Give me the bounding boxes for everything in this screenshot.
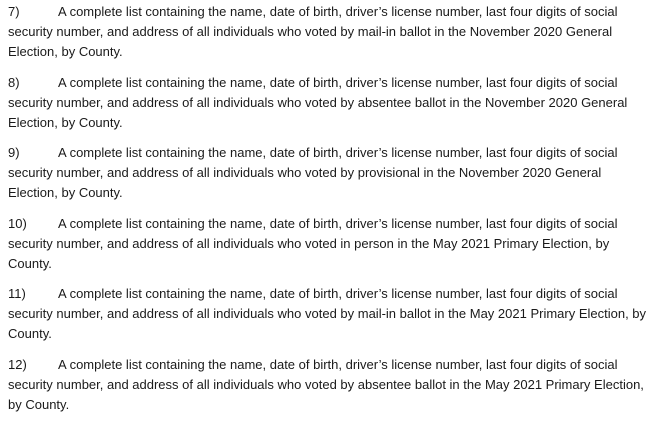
item-number: 12) [8,356,27,372]
item-text: A complete list containing the name, date of birth, driver’s license number, last four digits of social security number, and address of all individuals who voted by absentee ballot in the May 2021 Primary Election, by County. [8,356,644,412]
item-text: A complete list containing the name, date of birth, driver’s license number, last four digits of social security number, and address of all individuals who voted in person in the May 2021 Primary Election, by County. [8,215,618,271]
item-number: 7) [8,4,20,19]
list-item [8,214,648,274]
item-text: A complete list containing the name, date of birth, driver’s license number, last four digits of social security number, and address of all individuals who voted by mail-in ballot in the November 2020 General Election, by County. [8,4,618,59]
list-item [8,2,648,62]
item-number: 11) [8,286,26,301]
item-number: 9) [8,145,20,160]
item-text: A complete list containing the name, date of birth, driver’s license number, last four digits of social security number, and address of all individuals who voted by mail-in ballot in the May 2021 Primary Election, by County. [8,286,647,341]
item-text: A complete list containing the name, date of birth, driver’s license number, last four digits of social security number, and address of all individuals who voted by absentee ballot in the November 2020 General Election, by County. [8,74,628,130]
list-item [8,73,648,133]
list-item [8,143,648,203]
item-text: A complete list containing the name, date of birth, driver’s license number, last four digits of social security number, and address of all individuals who voted by provisional in the November 2020 General Election, by County. [8,145,618,200]
numbered-request-list [8,2,648,425]
item-number: 10) [8,215,27,231]
item-number: 8) [8,74,20,90]
list-item [8,284,648,344]
list-item [8,355,648,415]
